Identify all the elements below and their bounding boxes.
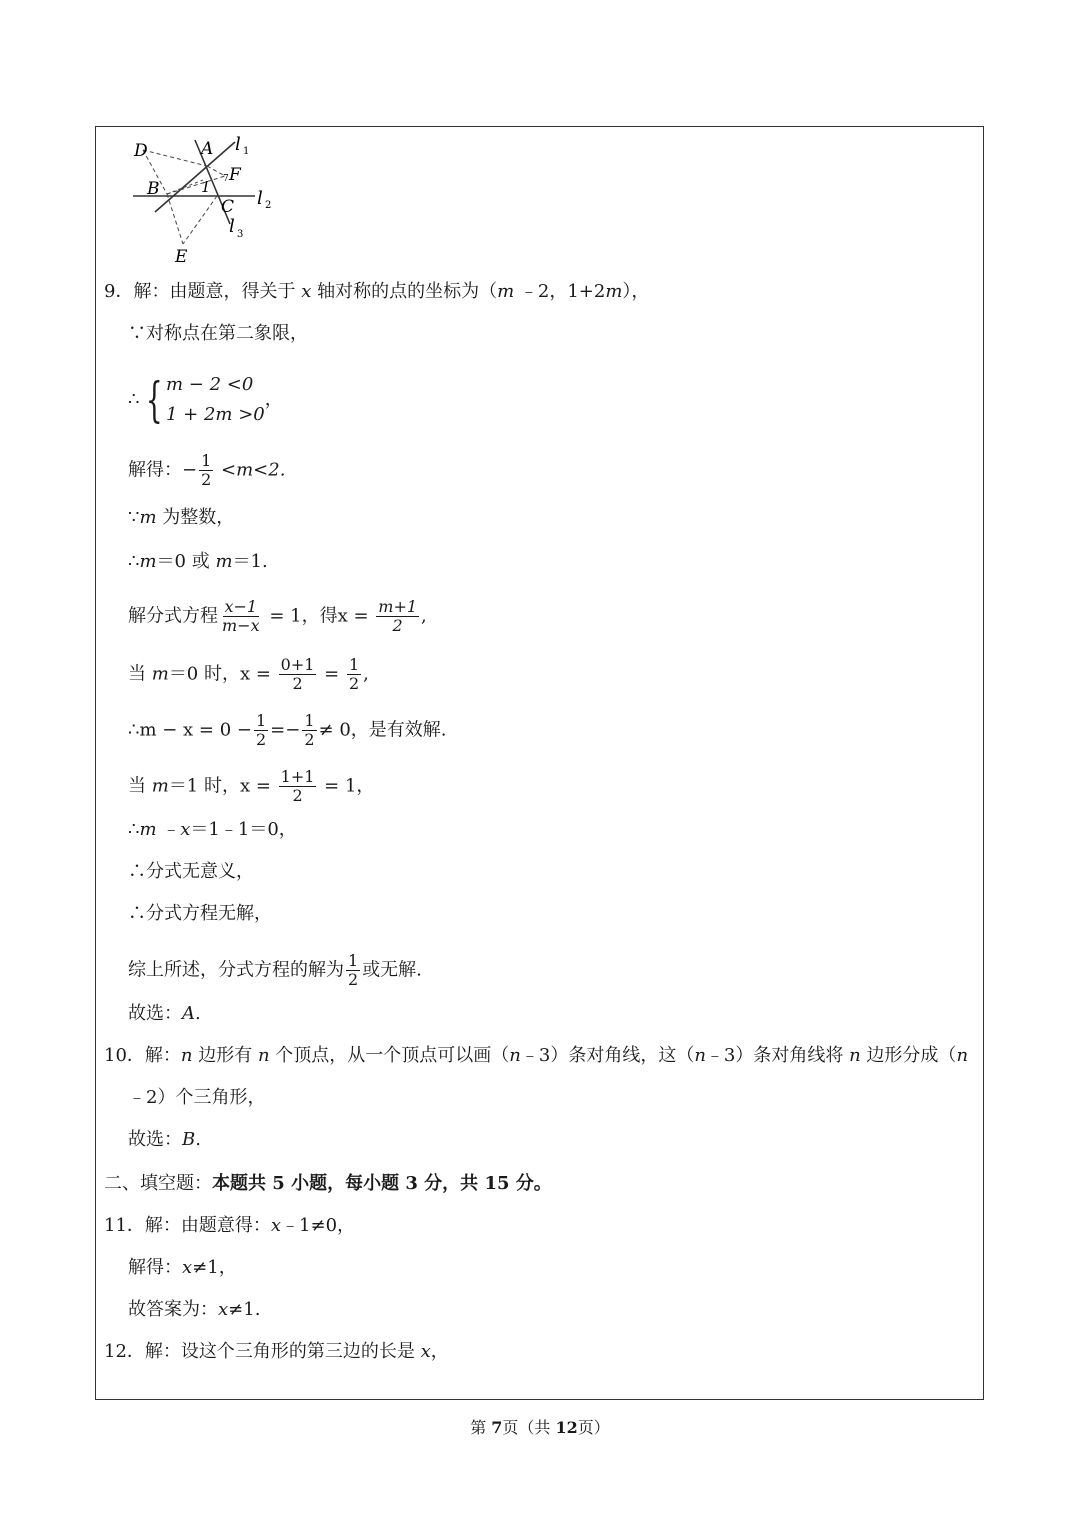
q9-line8: 当 m＝0 时，x = $\frac{0+1}{2}$ = $\frac{1}{2}$ , xyxy=(128,655,369,693)
label-l3: l xyxy=(229,216,235,237)
q9-line13: ∴分式方程无解， xyxy=(128,903,272,924)
q9-line10: 当 m＝1 时，x = $\frac{1+1}{2}$ = 1， xyxy=(128,767,375,805)
q9-line5: ∵m 为整数， xyxy=(128,507,235,528)
q9-line11: ∴m ﹣x＝1﹣1＝0， xyxy=(128,819,297,840)
dashed-DA xyxy=(143,150,207,166)
q9-line9: ∴m − x = 0 − $\frac{1}{2}$ =− $\frac{1}{2}$ ≠ 0，是有效解. xyxy=(128,711,447,749)
label-C: C xyxy=(221,197,235,217)
q10-answer: 故选：B. xyxy=(128,1129,201,1150)
label-F: F xyxy=(229,165,241,185)
content-frame xyxy=(95,126,984,1400)
q11-answer: 故答案为：x≠1. xyxy=(128,1299,261,1320)
label-B: B xyxy=(147,179,160,199)
label-D: D xyxy=(134,141,148,161)
total-pages: 12 xyxy=(555,1418,578,1437)
q11-line1: 11．解：由题意得：x﹣1≠0， xyxy=(104,1215,356,1236)
label-seven: 7 xyxy=(223,174,229,184)
label-l1-sub: 1 xyxy=(243,146,250,157)
q9-answer: 故选：A. xyxy=(128,1003,201,1024)
label-l3-sub: 3 xyxy=(237,229,244,240)
q9-line1: 9．解：由题意，得关于 x 轴对称的点的坐标为（m ﹣2，1+2m）， xyxy=(104,281,650,302)
q9-line2: ∵对称点在第二象限， xyxy=(128,323,308,344)
q12-line1: 12．解：设这个三角形的第三边的长是 x， xyxy=(104,1341,449,1362)
label-1: 1 xyxy=(201,178,211,196)
label-A: A xyxy=(201,139,214,159)
label-E: E xyxy=(175,247,188,266)
q10-line1: 10．解：n 边形有 n 个顶点，从一个顶点可以画（n﹣3）条对角线，这（n﹣3）条对角线将 n 边形分成（n xyxy=(104,1045,969,1066)
label-l2-sub: 2 xyxy=(265,200,272,211)
q9-line4: 解得：− $\frac{1}{2}$ <m<2. xyxy=(128,451,286,489)
q10-line2: ﹣2）个三角形， xyxy=(128,1087,266,1108)
q9-line6: ∴m＝0 或 m＝1. xyxy=(128,551,268,572)
geometry-figure xyxy=(125,136,285,266)
dashed-CE xyxy=(183,196,217,244)
page-number: 7 xyxy=(491,1418,503,1437)
label-l2: l xyxy=(257,188,263,209)
q11-line2: 解得：x≠1， xyxy=(128,1257,237,1278)
label-l1: l xyxy=(235,136,241,155)
dashed-BI xyxy=(167,180,203,194)
dashed-BE xyxy=(167,194,183,244)
q9-system: ∴ { m − 2 <0 1 + 2m >0 ， xyxy=(128,372,283,428)
q9-line7: 解分式方程 $\frac{x-1}{m-x}$ = 1，得x = $\frac{m+1}{2}$ , xyxy=(128,597,427,635)
q9-line12: ∴分式无意义， xyxy=(128,861,254,882)
page-footer: 第 7页（共 12页） xyxy=(470,1418,610,1437)
q9-line14: 综上所述，分式方程的解为 $\frac{1}{2}$ 或无解. xyxy=(128,951,422,989)
section-2-heading: 二、填空题：本题共 5 小题，每小题 3 分，共 15 分。 xyxy=(104,1173,552,1194)
